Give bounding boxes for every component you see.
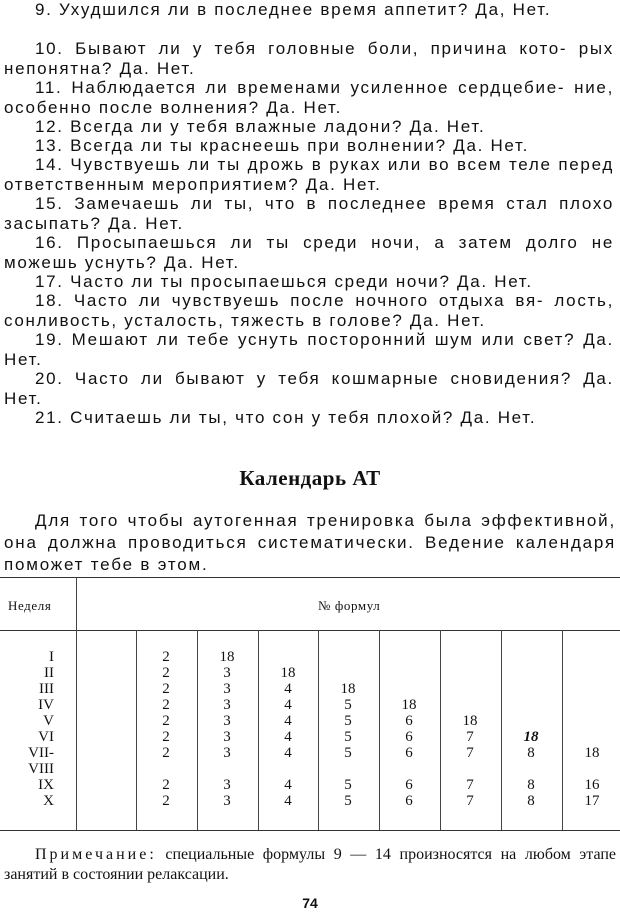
formula-cell: 2 xyxy=(162,729,170,745)
week-column-header: Неделя xyxy=(8,598,52,613)
formula-cell: 3 xyxy=(223,745,231,761)
formula-cell: 3 xyxy=(223,697,231,713)
formula-cell: 7 xyxy=(466,777,474,793)
formula-cell: 5 xyxy=(344,729,352,745)
formula-cell: 4 xyxy=(284,697,292,713)
formula-cell: 4 xyxy=(284,745,292,761)
formula-cell: 18 xyxy=(523,729,539,745)
formula-cell: 6 xyxy=(405,729,413,745)
formula-cell: 8 xyxy=(527,777,535,793)
week-number: II xyxy=(44,665,54,681)
table-bottom-rule xyxy=(0,830,620,831)
question-text: 17. Часто ли ты просыпаешься среди ночи? Да. Нет. xyxy=(35,272,533,291)
formula-cell: 18 xyxy=(340,681,356,697)
formula-cell: 2 xyxy=(162,713,170,729)
question-text: 16. Просыпаешься ли ты среди ночи, а затем долго xyxy=(35,233,579,252)
formula-cell: 6 xyxy=(405,713,413,729)
formula-cell: 2 xyxy=(162,665,170,681)
question-text-continued: лость, сонливость, усталость, тяжесть в голове? Да. Нет. xyxy=(4,291,614,330)
question-text-continued: плохо засыпать? Да. Нет. xyxy=(4,194,614,233)
question-text: 14. Чувствуешь ли ты дрожь в руках или во всем теле xyxy=(35,155,552,174)
formula-cell: 3 xyxy=(223,777,231,793)
note-label: Примечание: xyxy=(35,846,157,863)
formula-cell: 5 xyxy=(344,713,352,729)
formula-cell: 4 xyxy=(284,713,292,729)
formula-cell: 5 xyxy=(344,745,352,761)
table-top-rule xyxy=(0,577,620,578)
page-number: 74 xyxy=(302,895,318,911)
week-number: VIII xyxy=(28,761,54,777)
formula-cell: 3 xyxy=(223,681,231,697)
formula-cell: 2 xyxy=(162,681,170,697)
formula-cell: 2 xyxy=(162,649,170,665)
question-text-continued: рых непонятна? Да. Нет. xyxy=(4,39,614,78)
formula-cell: 5 xyxy=(344,777,352,793)
week-number: V xyxy=(43,713,54,729)
formula-cell: 5 xyxy=(344,793,352,809)
question-text: 10. Бывают ли у тебя головные боли, причина кото- xyxy=(35,39,568,58)
question-text: 13. Всегда ли ты краснеешь при волнении? Да. Нет. xyxy=(35,136,530,155)
formula-cell: 7 xyxy=(466,745,474,761)
formula-cell: 5 xyxy=(344,697,352,713)
formula-cell: 4 xyxy=(284,777,292,793)
question-text-continued: не можешь уснуть? Да. Нет. xyxy=(4,233,614,272)
formula-cell: 3 xyxy=(223,713,231,729)
formula-cell: 17 xyxy=(584,793,600,809)
formula-cell: 18 xyxy=(462,713,478,729)
question-text-continued: ние, особенно после волнения? Да. Нет. xyxy=(4,78,614,117)
formula-cell: 7 xyxy=(466,729,474,745)
question-text: 9. Ухудшился ли в последнее время аппетит? Да, xyxy=(35,0,507,19)
question-text-continued: перед ответственным мероприятием? Да. Нет. xyxy=(4,155,614,194)
formula-cell: 2 xyxy=(162,777,170,793)
question-text: 18. Часто ли чувствуешь после ночного отдыха вя- xyxy=(35,291,545,310)
formula-cell: 3 xyxy=(223,729,231,745)
formula-cell: 3 xyxy=(223,665,231,681)
formula-cell: 8 xyxy=(527,793,535,809)
question-text-continued: свет? Да. Нет. xyxy=(4,330,614,369)
table-week-divider xyxy=(76,577,77,830)
question-text: 11. Наблюдается ли временами усиленное сердцебие- xyxy=(35,78,566,97)
week-number: I xyxy=(49,649,54,665)
question-text: 19. Мешают ли тебе уснуть посторонний шум или xyxy=(35,330,516,349)
question-text-continued: Да. Нет. xyxy=(4,369,614,408)
formula-cell: 4 xyxy=(284,681,292,697)
formula-cell: 4 xyxy=(284,729,292,745)
formula-cell: 2 xyxy=(162,745,170,761)
question-text: 21. Считаешь ли ты, что сон у тебя плохой? Да. Нет. xyxy=(35,408,537,427)
formulas-column-header: № формул xyxy=(318,598,381,613)
formula-cell: 6 xyxy=(405,777,413,793)
week-number: IX xyxy=(38,777,54,793)
week-number: X xyxy=(43,793,54,809)
intro-text: Для того чтобы аутогенная тренировка была эффективной, она должна проводиться систематически. Ведение календаря поможет тебе в этом. xyxy=(4,511,616,574)
formula-cell: 18 xyxy=(219,649,235,665)
question-text-continued: Нет. xyxy=(512,0,552,19)
formula-cell: 4 xyxy=(284,793,292,809)
week-number: III xyxy=(39,681,54,697)
formula-cell: 3 xyxy=(223,793,231,809)
formula-cell: 18 xyxy=(280,665,296,681)
formula-cell: 7 xyxy=(466,793,474,809)
week-number: VI xyxy=(38,729,54,745)
question-text: 15. Замечаешь ли ты, что в последнее время стал xyxy=(35,194,549,213)
question-text: 20. Часто ли бывают у тебя кошмарные сновидения? xyxy=(35,369,572,388)
note-text: специальные формулы 9 — 14 произносятся на любом этапе занятий в состоянии релаксации. xyxy=(4,846,617,883)
note-paragraph xyxy=(4,845,616,885)
week-number: VII- xyxy=(28,745,54,761)
formula-cell: 16 xyxy=(584,777,600,793)
formula-cell: 18 xyxy=(401,697,417,713)
week-number: IV xyxy=(38,697,54,713)
formula-cell: 6 xyxy=(405,745,413,761)
section-heading: Календарь АТ xyxy=(239,466,381,490)
formula-cell: 2 xyxy=(162,793,170,809)
formula-cell: 2 xyxy=(162,697,170,713)
question-text: 12. Всегда ли у тебя влажные ладони? Да. Нет. xyxy=(35,117,486,136)
formula-cell: 6 xyxy=(405,793,413,809)
formula-cell: 18 xyxy=(584,745,600,761)
formula-cell: 8 xyxy=(527,745,535,761)
table-header-rule xyxy=(0,630,620,631)
